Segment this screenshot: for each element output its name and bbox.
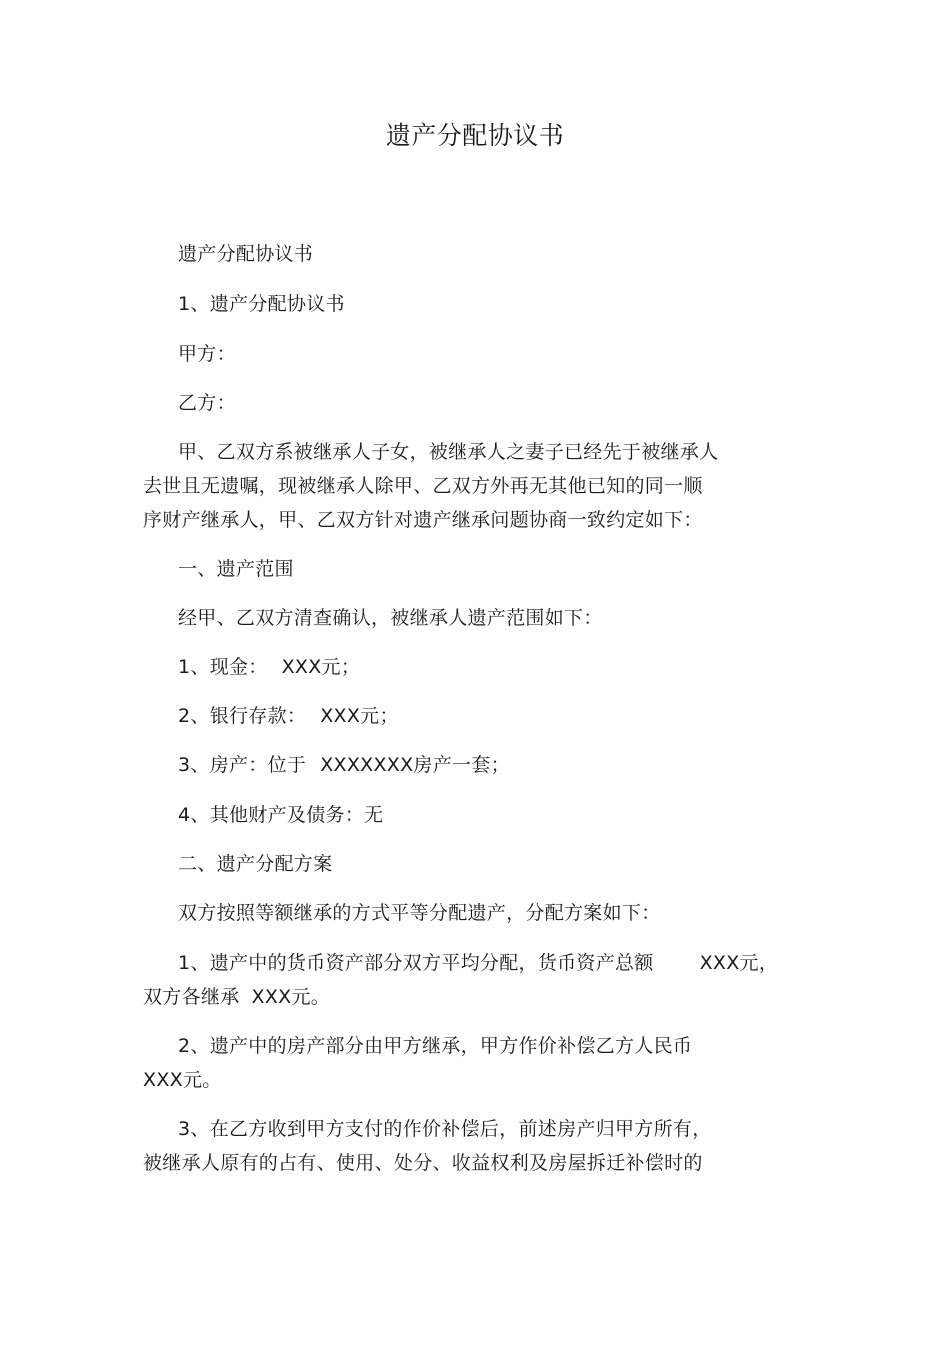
estate-item-bank-value: XXX元； <box>320 705 399 727</box>
estate-item-other: 4、其他财产及债务：无 <box>178 804 384 826</box>
estate-item-cash-value: XXX元； <box>281 656 361 678</box>
section-one-heading: 一、遗产范围 <box>178 558 294 580</box>
estate-item-bank <box>178 703 399 729</box>
distribution-item-1-share-label: 双方各继承 <box>143 986 240 1008</box>
distribution-item-1-total: XXX元， <box>699 952 779 974</box>
preamble-line-1: 甲、乙双方系被继承人子女，被继承人之妻子已经先于被继承人 <box>178 441 719 463</box>
distribution-item-3-line-2: 被继承人原有的占有、使用、处分、收益权利及房屋拆迁补偿时的 <box>143 1152 703 1174</box>
party-a-label: 甲方： <box>178 343 236 365</box>
section-two-heading: 二、遗产分配方案 <box>178 853 333 875</box>
preamble-line-3: 序财产继承人，甲、乙双方针对遗产继承问题协商一致约定如下： <box>143 509 703 531</box>
distribution-intro: 双方按照等额继承的方式平等分配遗产，分配方案如下： <box>178 902 661 924</box>
section-1-heading: 1、遗产分配协议书 <box>178 293 345 315</box>
estate-item-house-label: 3、房产：位于 <box>178 754 307 776</box>
distribution-item-1-text: 1、遗产中的货币资产部分双方平均分配，货币资产总额 <box>178 952 654 974</box>
estate-item-cash <box>178 654 360 680</box>
estate-item-cash-label: 1、现金： <box>178 656 268 678</box>
estate-item-house-value: XXXXXXX房产一套； <box>320 754 510 776</box>
estate-scope-intro: 经甲、乙双方清查确认，被继承人遗产范围如下： <box>178 607 603 629</box>
party-b-label: 乙方： <box>178 392 236 414</box>
document-title: 遗产分配协议书 <box>385 121 565 150</box>
distribution-item-1-share-value: XXX元。 <box>251 986 331 1008</box>
estate-item-house <box>178 752 510 778</box>
distribution-item-1-line-2 <box>143 984 330 1010</box>
heading-repeat: 遗产分配协议书 <box>178 243 314 265</box>
preamble-line-2: 去世且无遗嘱，现被继承人除甲、乙双方外再无其他已知的同一顺 <box>143 475 703 497</box>
distribution-item-3-line-1: 3、在乙方收到甲方支付的作价补偿后，前述房产归甲方所有， <box>178 1118 712 1140</box>
estate-item-bank-label: 2、银行存款： <box>178 705 307 727</box>
distribution-item-2-line-2: XXX元。 <box>143 1069 222 1091</box>
distribution-item-2-line-1: 2、遗产中的房产部分由甲方继承，甲方作价补偿乙方人民币 <box>178 1035 693 1057</box>
distribution-item-1-line-1 <box>178 950 778 976</box>
